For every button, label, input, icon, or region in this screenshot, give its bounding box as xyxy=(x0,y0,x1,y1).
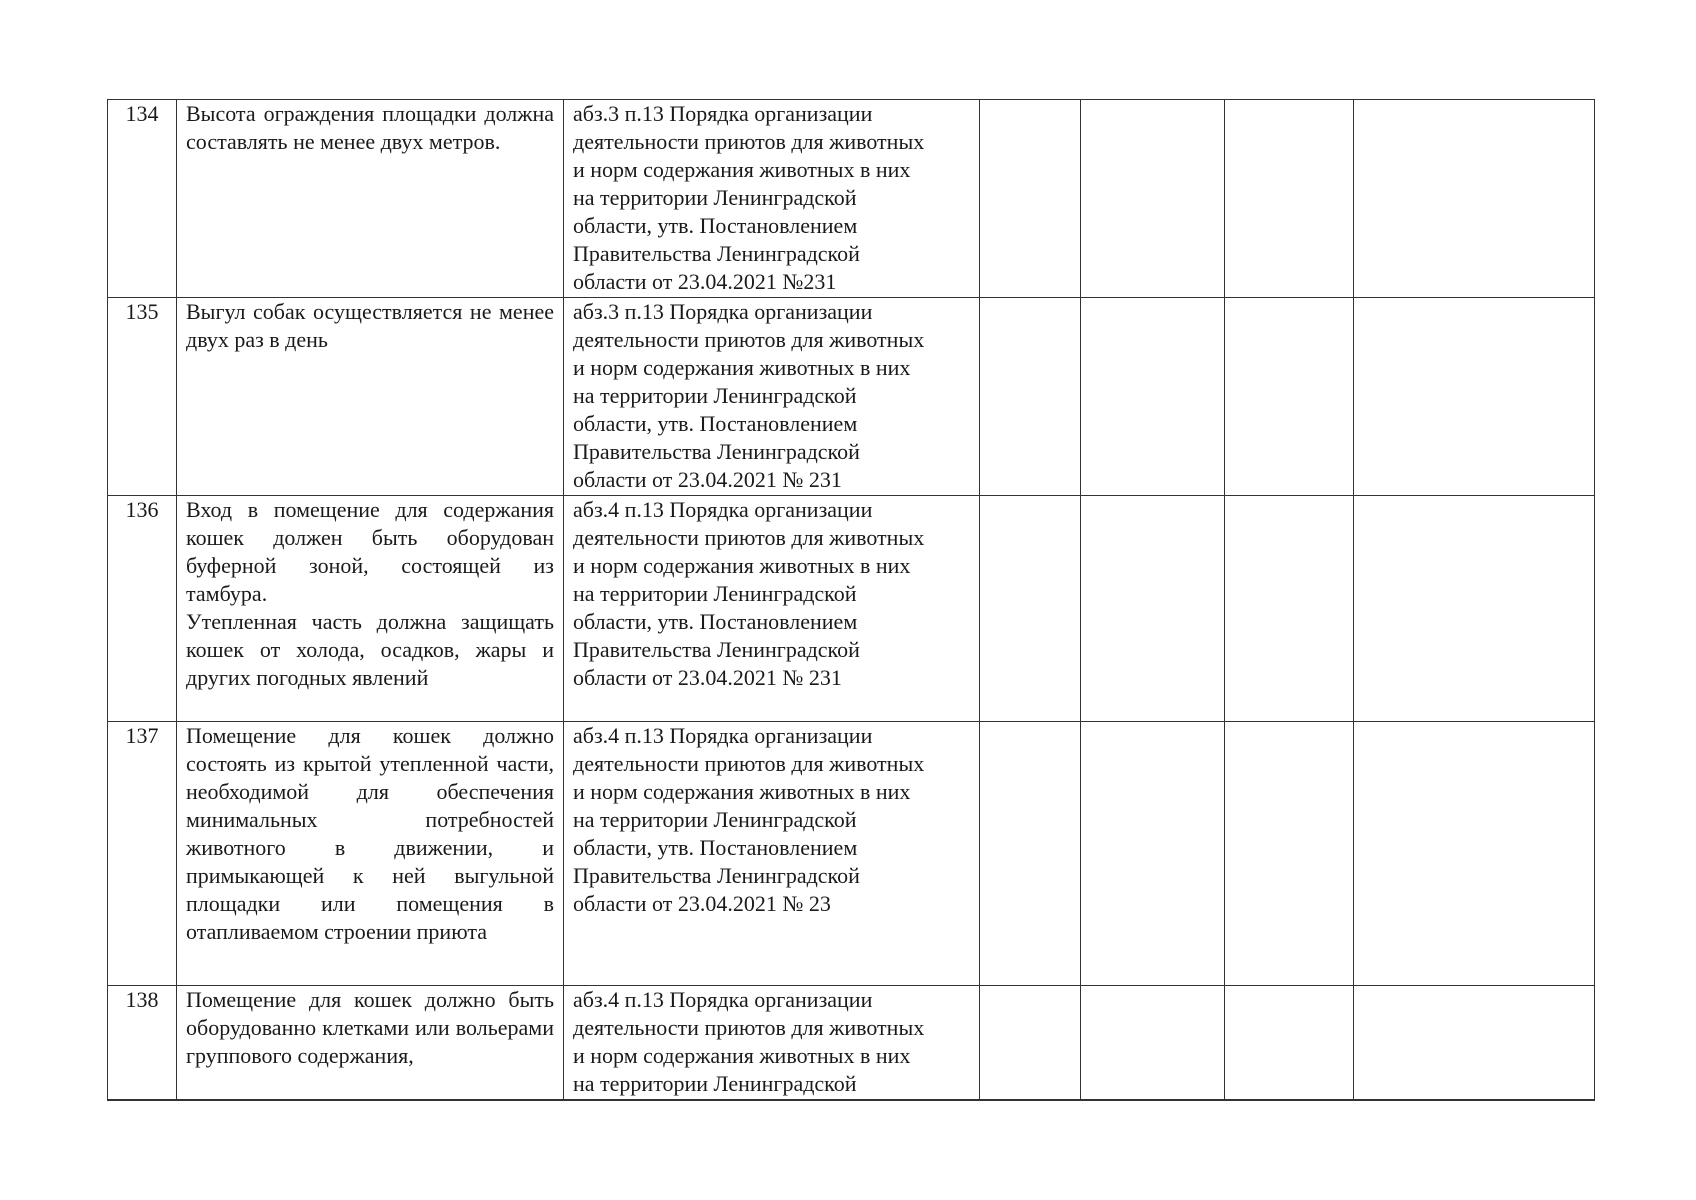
table-row xyxy=(108,496,1595,722)
table-row xyxy=(108,722,1595,986)
empty-cell xyxy=(980,496,1081,722)
legal-basis xyxy=(564,100,980,298)
empty-cell xyxy=(1354,298,1595,496)
empty-cell xyxy=(1354,496,1595,722)
legal-basis-line: области, утв. Постановлением xyxy=(573,411,858,436)
empty-cell xyxy=(1225,496,1354,722)
legal-basis-line: абз.4 п.13 Порядка организации xyxy=(573,497,873,522)
row-number: 135 xyxy=(108,298,177,496)
legal-basis-line: на территории Ленинградской xyxy=(573,581,857,606)
row-number: 137 xyxy=(108,722,177,986)
requirement-text xyxy=(177,298,564,496)
legal-basis-line: области, утв. Постановлением xyxy=(573,609,858,634)
empty-cell xyxy=(1225,986,1354,1100)
legal-basis-line: области от 23.04.2021 № 231 xyxy=(573,665,842,690)
requirement-text xyxy=(177,722,564,986)
legal-basis-line: на территории Ленинградской xyxy=(573,383,857,408)
empty-cell xyxy=(1081,986,1225,1100)
legal-basis-line: области, утв. Постановлением xyxy=(573,213,858,238)
legal-basis-line: деятельности приютов для животных xyxy=(573,327,925,352)
legal-basis-line: деятельности приютов для животных xyxy=(573,525,925,550)
legal-basis-line: абз.4 п.13 Порядка организации xyxy=(573,987,873,1012)
empty-cell xyxy=(980,298,1081,496)
row-number: 138 xyxy=(108,986,177,1100)
empty-cell xyxy=(1225,298,1354,496)
empty-cell xyxy=(1081,298,1225,496)
table-row xyxy=(108,298,1595,496)
legal-basis-line: на территории Ленинградской xyxy=(573,1071,857,1096)
table-row xyxy=(108,100,1595,298)
legal-basis-line: Правительства Ленинградской xyxy=(573,241,860,266)
empty-cell xyxy=(1225,722,1354,986)
legal-basis-line: абз.4 п.13 Порядка организации xyxy=(573,723,873,748)
legal-basis-line: и норм содержания животных в них xyxy=(573,553,911,578)
legal-basis xyxy=(564,496,980,722)
requirement-paragraph: Выгул собак осуществляется не менее двух раз в день xyxy=(186,299,554,352)
legal-basis xyxy=(564,722,980,986)
requirements-table-body xyxy=(108,100,1595,1100)
empty-cell xyxy=(1225,100,1354,298)
empty-cell xyxy=(1354,722,1595,986)
row-number: 134 xyxy=(108,100,177,298)
requirement-paragraph: Помещение для кошек должно быть оборудованно клетками или вольерами группового содержания, xyxy=(186,987,554,1068)
empty-cell xyxy=(980,986,1081,1100)
legal-basis-line: абз.3 п.13 Порядка организации xyxy=(573,299,873,324)
requirement-paragraph: Вход в помещение для содержания кошек должен быть оборудован буферной зоной, состоящей из тамбура. xyxy=(186,497,554,606)
legal-basis-line: Правительства Ленинградской xyxy=(573,637,860,662)
requirement-paragraph: Высота ограждения площадки должна составлять не менее двух метров. xyxy=(186,101,554,154)
legal-basis xyxy=(564,298,980,496)
empty-cell xyxy=(1081,496,1225,722)
empty-cell xyxy=(1354,100,1595,298)
legal-basis-line: и норм содержания животных в них xyxy=(573,1043,911,1068)
table-row xyxy=(108,986,1595,1100)
row-number: 136 xyxy=(108,496,177,722)
legal-basis-line: области от 23.04.2021 № 23 xyxy=(573,891,831,916)
legal-basis-line: Правительства Ленинградской xyxy=(573,439,860,464)
legal-basis-line: на территории Ленинградской xyxy=(573,807,857,832)
legal-basis-line: области от 23.04.2021 № 231 xyxy=(573,467,842,492)
requirements-table xyxy=(107,99,1595,1101)
requirement-text xyxy=(177,986,564,1100)
legal-basis xyxy=(564,986,980,1100)
empty-cell xyxy=(1081,722,1225,986)
requirement-paragraph: Помещение для кошек должно состоять из крытой утепленной части, необходимой для обеспечения минимальных потребностей животного в движении, и примыкающей к ней выгульной площадки или помещения в отапливаемом строении приюта xyxy=(186,723,554,944)
legal-basis-line: деятельности приютов для животных xyxy=(573,129,925,154)
empty-cell xyxy=(1081,100,1225,298)
legal-basis-line: области, утв. Постановлением xyxy=(573,835,858,860)
legal-basis-line: деятельности приютов для животных xyxy=(573,1015,925,1040)
empty-cell xyxy=(980,722,1081,986)
requirement-text xyxy=(177,496,564,722)
requirement-paragraph: Утепленная часть должна защищать кошек от холода, осадков, жары и других погодных явлений xyxy=(186,609,554,690)
legal-basis-line: и норм содержания животных в них xyxy=(573,355,911,380)
legal-basis-line: и норм содержания животных в них xyxy=(573,157,911,182)
requirement-text xyxy=(177,100,564,298)
empty-cell xyxy=(980,100,1081,298)
empty-cell xyxy=(1354,986,1595,1100)
legal-basis-line: области от 23.04.2021 №231 xyxy=(573,269,837,294)
legal-basis-line: абз.3 п.13 Порядка организации xyxy=(573,101,873,126)
legal-basis-line: на территории Ленинградской xyxy=(573,185,857,210)
legal-basis-line: Правительства Ленинградской xyxy=(573,863,860,888)
legal-basis-line: и норм содержания животных в них xyxy=(573,779,911,804)
legal-basis-line: деятельности приютов для животных xyxy=(573,751,925,776)
